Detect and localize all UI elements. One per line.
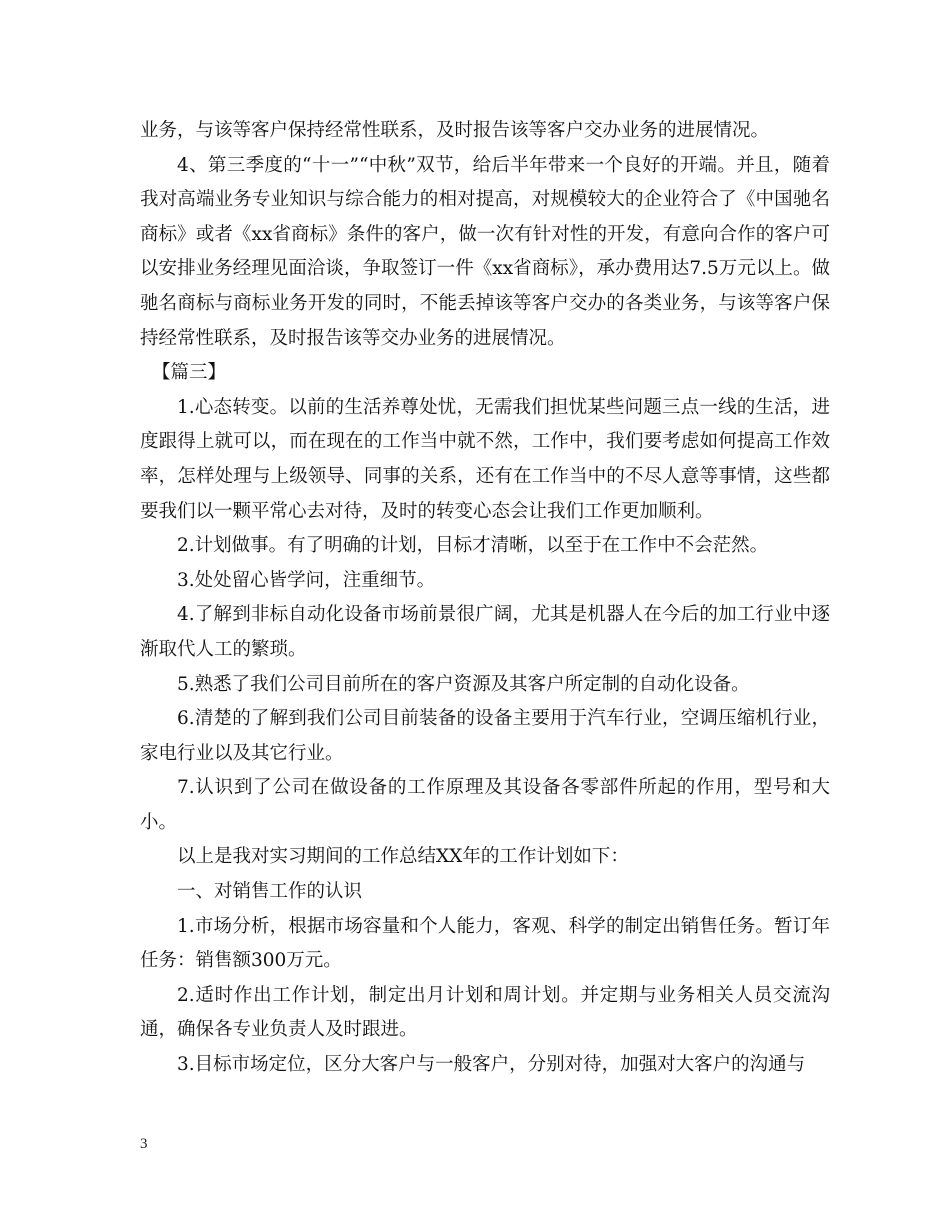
paragraph: 3.目标市场定位，区分大客户与一般客户，分别对待，加强对大客户的沟通与 <box>177 1054 806 1076</box>
paragraph: 以上是我对实习期间的工作总结XX年的工作计划如下： <box>177 846 629 868</box>
paragraph: 5.熟悉了我们公司目前所在的客户资源及其客户所定制的自动化设备。 <box>177 673 750 695</box>
paragraph: 1.心态转变。以前的生活养尊处忧，无需我们担忧某些问题三点一线的生活，进度跟得上就可以，而在现在的工作当中就不然，工作中，我们要考虑如何提高工作效率，怎样处理与上级领导、同事的关系，还有在工作当中的不尽人意等事情，这些都要我们以一颗平常心去对待，及时的转变心态会让我们工作更加顺利。 <box>140 396 830 522</box>
paragraph: 2.计划做事。有了明确的计划，目标才清晰，以至于在工作中不会茫然。 <box>177 535 769 557</box>
subsection-heading: 一、对销售工作的认识 <box>177 881 363 903</box>
page-number: 3 <box>140 1136 148 1152</box>
paragraph: 4、第三季度的“十一”“中秋”双节，给后半年带来一个良好的开端。并且，随着我对高端业务专业知识与综合能力的相对提高，对规模较大的企业符合了《中国驰名商标》或者《xx省商标》条件的客户，做一次有针对性的开发，有意向合作的客户可以安排业务经理见面洽谈，争取签订一件《xx省商标》，承办费用达7.5万元以上。做驰名商标与商标业务开发的同时，不能丢掉该等客户交办的各类业务，与该等客户保持经常性联系，及时报告该等交办业务的进展情况。 <box>140 154 830 349</box>
document-body <box>140 114 830 1083</box>
paragraph: 1.市场分析，根据市场容量和个人能力，客观、科学的制定出销售任务。暂订年任务：销售额300万元。 <box>140 915 830 972</box>
paragraph: 3.处处留心皆学问，注重细节。 <box>177 569 436 591</box>
paragraph: 7.认识到了公司在做设备的工作原理及其设备各零部件所起的作用，型号和大小。 <box>140 777 830 833</box>
paragraph: 4.了解到非标自动化设备市场前景很广阔，尤其是机器人在今后的加工行业中逐渐取代人工的繁琐。 <box>140 604 830 660</box>
paragraph: 6.清楚的了解到我们公司目前装备的设备主要用于汽车行业，空调压缩机行业，家电行业以及其它行业。 <box>140 708 830 764</box>
paragraph: 业务，与该等客户保持经常性联系，及时报告该等客户交办业务的进展情况。 <box>140 120 770 141</box>
paragraph: 2.适时作出工作计划，制定出月计划和周计划。并定期与业务相关人员交流沟通，确保各专业负责人及时跟进。 <box>140 984 830 1041</box>
section-heading: 【篇三】 <box>152 362 227 384</box>
